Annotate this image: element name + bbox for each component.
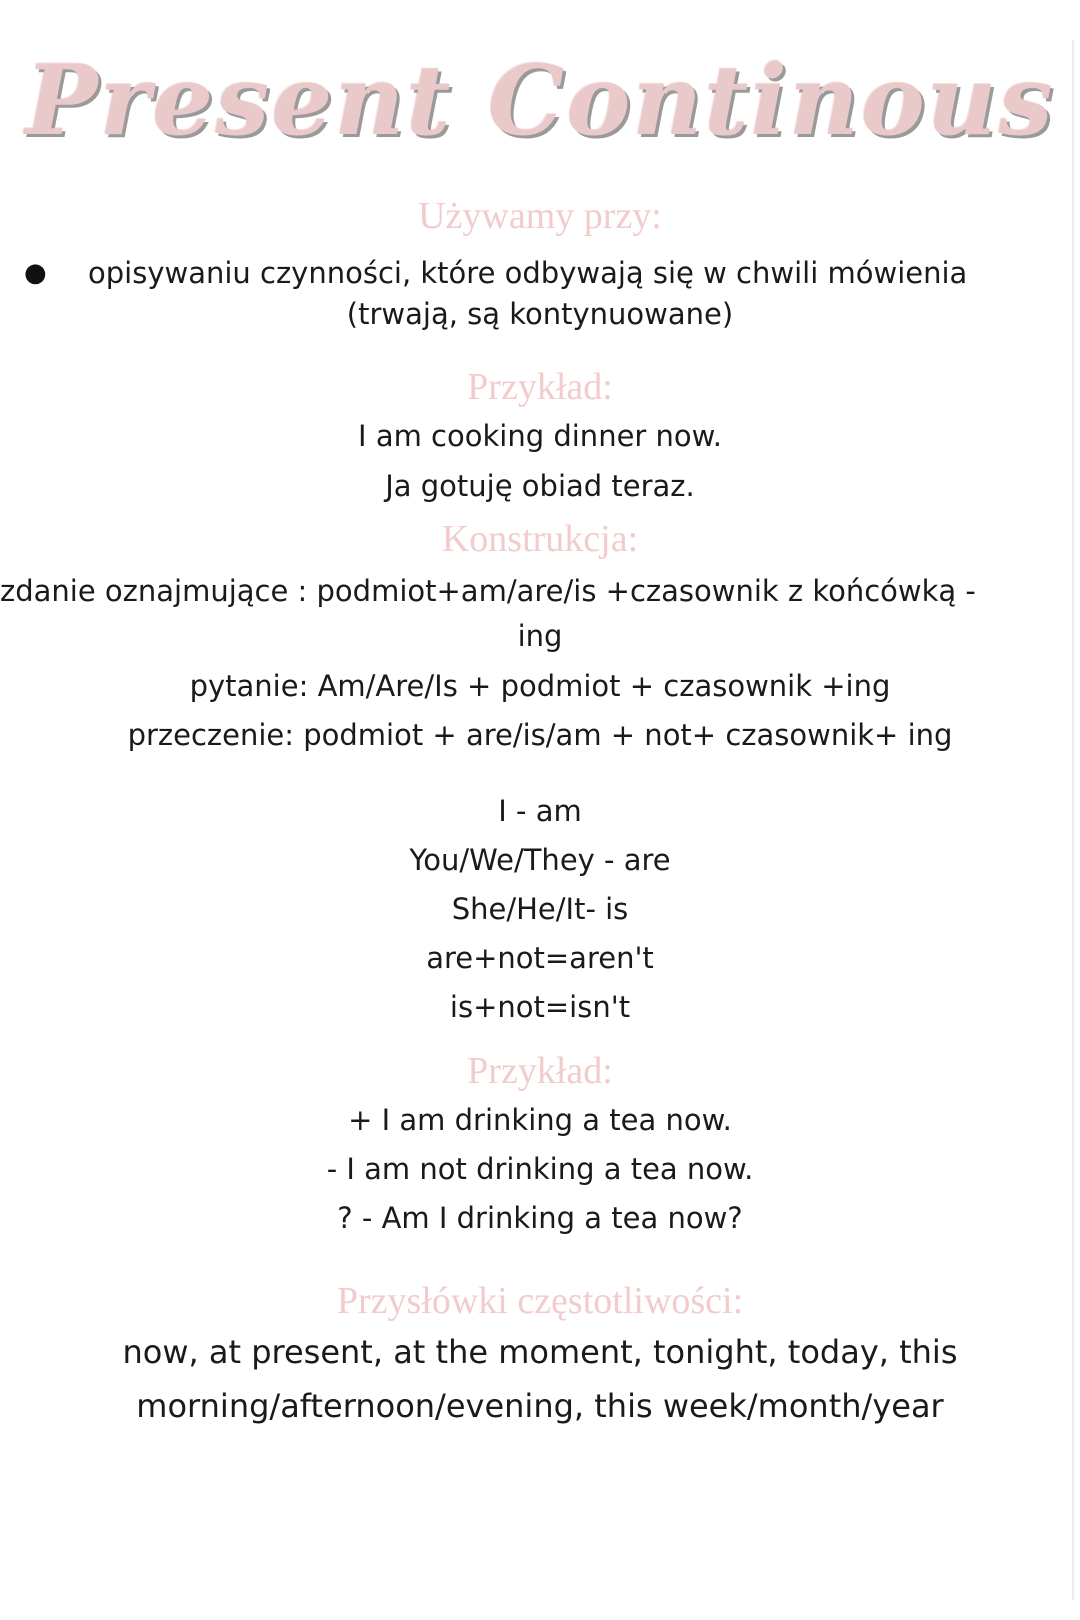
adverbs-line: morning/afternoon/evening, this week/month/year — [136, 1387, 944, 1425]
adverbs-line: now, at present, at the moment, tonight, today, this — [122, 1333, 958, 1371]
adverbs-heading: Przysłówki częstotliwości: — [336, 1280, 744, 1322]
form-line: is+not=isn't — [449, 990, 631, 1024]
example1-heading: Przykład: — [467, 366, 613, 408]
construction-statement: zdanie oznajmujące : podmiot+am/are/is +czasownik z końcówką - — [0, 574, 976, 608]
form-line: I - am — [498, 794, 582, 828]
page-title: Present Continous — [25, 44, 1055, 157]
form-line: are+not=aren't — [426, 941, 654, 975]
example1-polish: Ja gotuję obiad teraz. — [385, 469, 695, 503]
example2-positive: + I am drinking a tea now. — [348, 1103, 732, 1137]
construction-negation: przeczenie: podmiot + are/is/am + not+ czasownik+ ing — [127, 718, 953, 752]
construction-statement-continuation: ing — [517, 619, 563, 653]
usage-heading: Używamy przy: — [418, 195, 662, 237]
form-line: You/We/They - are — [409, 843, 671, 877]
example2-question: ? - Am I drinking a tea now? — [337, 1201, 743, 1235]
example2-heading: Przykład: — [467, 1050, 613, 1092]
example2-negative: - I am not drinking a tea now. — [326, 1152, 754, 1186]
usage-bullet-text: opisywaniu czynności, które odbywają się w chwili mówienia — [88, 256, 968, 290]
form-line: She/He/It- is — [451, 892, 629, 926]
construction-heading: Konstrukcja: — [441, 518, 639, 560]
construction-question: pytanie: Am/Are/Is + podmiot + czasownik +ing — [189, 669, 891, 703]
bullet-icon: ● — [24, 258, 47, 288]
usage-bullet-continuation: (trwają, są kontynuowane) — [346, 297, 734, 331]
example1-english: I am cooking dinner now. — [358, 419, 722, 453]
